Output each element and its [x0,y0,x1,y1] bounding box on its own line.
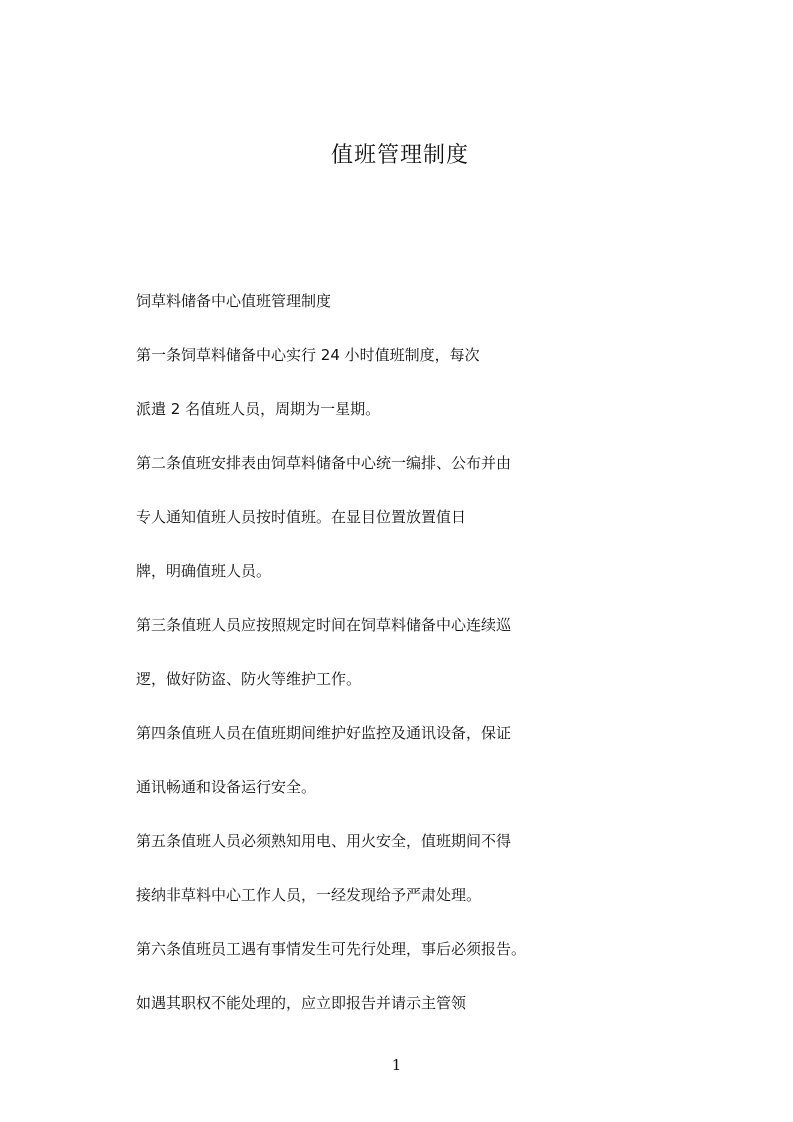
body-line: 第一条饲草料储备中心实行 24 小时值班制度，每次 [136,346,480,364]
body-line-heading: 饲草料储备中心值班管理制度 [136,292,332,310]
body-line: 第三条值班人员应按照规定时间在饲草料储备中心连续巡 [136,616,512,634]
body-line: 第二条值班安排表由饲草料储备中心统一编排、公布并由 [136,454,512,472]
body-line: 第六条值班员工遇有事情发生可先行处理，事后必须报告。 [136,940,527,958]
body-line: 第四条值班人员在值班期间维护好监控及通讯设备，保证 [136,724,512,742]
body-line: 接纳非草料中心工作人员，一经发现给予严肃处理。 [136,886,482,904]
body-line: 逻，做好防盗、防火等维护工作。 [136,670,362,688]
body-line: 如遇其职权不能处理的，应立即报告并请示主管领 [136,994,467,1012]
document-body [136,287,736,1043]
body-line: 专人通知值班人员按时值班。在显目位置放置值日 [136,508,467,526]
page-number: 1 [391,1056,402,1074]
body-line: 派遣 2 名值班人员，周期为一星期。 [136,400,381,418]
body-line: 牌，明确值班人员。 [136,562,272,580]
body-line: 第五条值班人员必须熟知用电、用火安全，值班期间不得 [136,832,512,850]
document-title: 值班管理制度 [330,143,469,168]
body-line: 通讯畅通和设备运行安全。 [136,778,317,796]
